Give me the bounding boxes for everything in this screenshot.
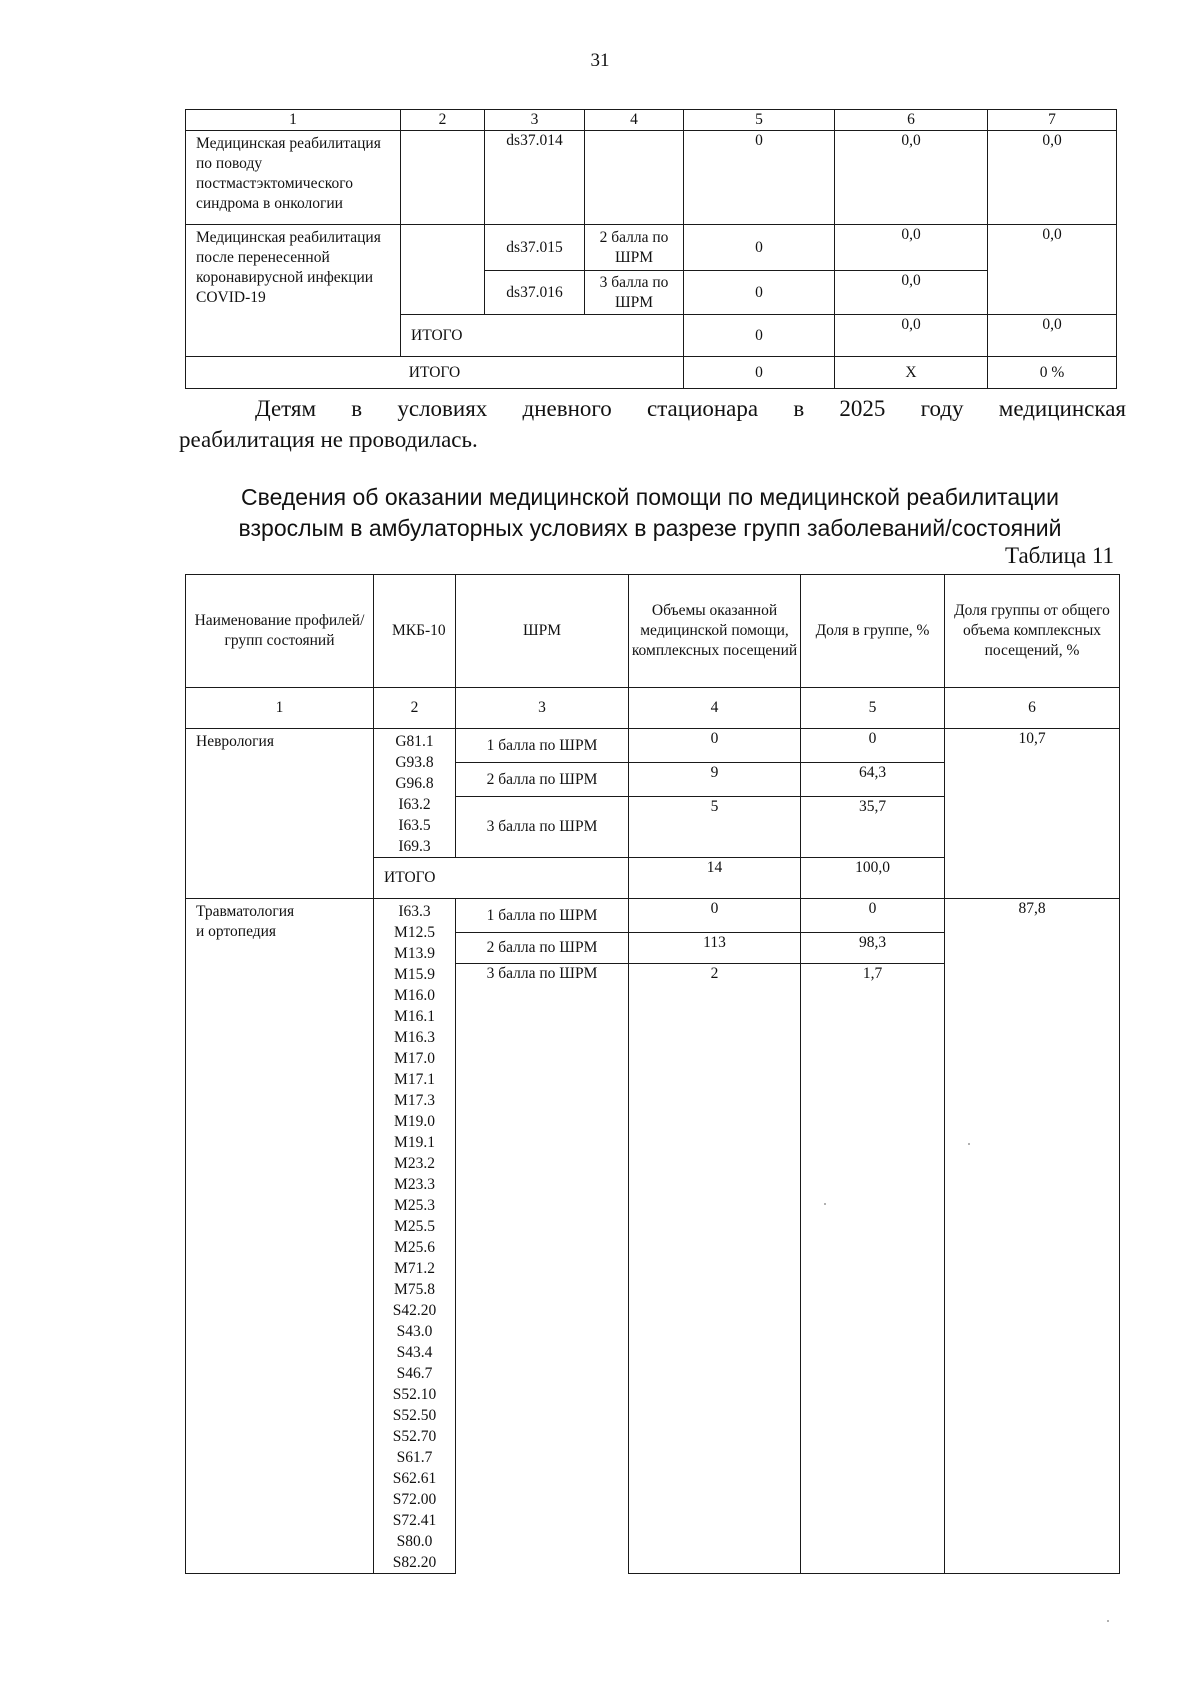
- column-number: 4: [629, 688, 801, 729]
- profile-name-covid: Медицинская реабилитация после перенесенной коронавирусной инфекции COVID-19: [186, 225, 401, 357]
- value-cell: 0,0: [835, 225, 988, 271]
- section-title-line-2: взрослым в амбулаторных условиях в разрезе групп заболеваний/состояний: [238, 515, 1062, 541]
- section-title-line-1: Сведения об оказании медицинской помощи по медицинской реабилитации: [241, 484, 1059, 510]
- code-cell: ds37.016: [485, 271, 585, 315]
- scan-speck: [824, 1203, 826, 1205]
- mkb-code: M25.5: [394, 1218, 435, 1235]
- table-label: Таблица 11: [1004, 543, 1114, 568]
- header-share-in-group: Доля в группе, %: [801, 575, 945, 688]
- mkb-code: M19.1: [394, 1134, 435, 1151]
- share-cell: 98,3: [801, 933, 945, 964]
- mkb-code: S52.70: [392, 1428, 437, 1445]
- mkb-code: M23.2: [394, 1155, 435, 1172]
- header-volume: Объемы оказанной медицинской помощи, комплексных посещений: [629, 575, 801, 688]
- table-11: [185, 574, 1120, 1574]
- column-number: 3: [485, 110, 585, 131]
- shrm-label: 3 балла по ШРМ: [486, 965, 598, 983]
- value-cell: 0,0: [988, 315, 1117, 357]
- group-share-neurology: 10,7: [945, 729, 1120, 899]
- shrm-cell: 1 балла по ШРМ: [456, 899, 629, 933]
- mkb-code: M17.0: [394, 1050, 435, 1067]
- value-cell: 0: [684, 357, 835, 389]
- mkb-code: S52.50: [392, 1407, 437, 1424]
- volume-cell: 9: [629, 763, 801, 797]
- table-header-row: [186, 575, 1120, 688]
- mkb-code: S42.20: [392, 1302, 437, 1319]
- shrm-cell: 2 балла по ШРМ: [456, 763, 629, 797]
- mkb-code: M23.3: [394, 1176, 435, 1193]
- mkb-code: M13.9: [394, 945, 435, 962]
- mkb-code: S61.7: [396, 1449, 433, 1466]
- column-number-row: [186, 110, 1117, 131]
- mkb-code: M71.2: [394, 1260, 435, 1277]
- mkb-code: M25.3: [394, 1197, 435, 1214]
- header-group-share: Доля группы от общего объема комплексных посещений, %: [945, 575, 1120, 688]
- mkb-code: S52.10: [392, 1386, 437, 1403]
- shrm-cell: 3 балла по ШРМ: [456, 797, 629, 858]
- mkb-code: S43.0: [396, 1323, 433, 1340]
- mkb-codes-traumatology: [374, 899, 456, 1574]
- column-number: 1: [186, 110, 401, 131]
- shrm-cell: 2 балла по ШРМ: [456, 933, 629, 964]
- shrm-cell: 1 балла по ШРМ: [456, 729, 629, 763]
- volume-cell: 0: [629, 729, 801, 763]
- mkb-code: M16.0: [394, 987, 435, 1004]
- mkb-code: M12.5: [394, 924, 435, 941]
- header-shrm: ШРМ: [456, 575, 629, 688]
- group-name-traumatology: [186, 899, 374, 1574]
- share-cell: 0: [801, 899, 945, 933]
- grand-total-row: [186, 357, 1117, 389]
- value-cell: 0: [684, 131, 835, 225]
- mkb-code: M17.1: [394, 1071, 435, 1088]
- group-share-traumatology: 87,8: [945, 899, 1120, 1574]
- group-name-line: и ортопедия: [196, 923, 277, 940]
- share-cell: 64,3: [801, 763, 945, 797]
- mkb-code: S80.0: [396, 1533, 433, 1550]
- mkb-code: G96.8: [395, 775, 434, 792]
- mkb-code: S46.7: [396, 1365, 433, 1382]
- section-title: [170, 482, 1130, 544]
- subtotal-label: ИТОГО: [374, 858, 629, 899]
- mkb-code: S43.4: [396, 1344, 433, 1361]
- volume-cell: 2: [629, 964, 801, 1574]
- table-row: [186, 131, 1117, 225]
- table-row: [186, 225, 1117, 271]
- header-mkb: МКБ-10: [374, 575, 456, 688]
- mkb-code: M25.6: [394, 1239, 435, 1256]
- mkb-code: S82.20: [392, 1554, 437, 1571]
- share-cell: 35,7: [801, 797, 945, 858]
- mkb-codes-neurology: [374, 729, 456, 858]
- value-cell: 0 %: [988, 357, 1117, 389]
- volume-cell: 5: [629, 797, 801, 858]
- mkb-code: M16.3: [394, 1029, 435, 1046]
- shrm-cell: 3 балла по ШРМ: [585, 271, 684, 315]
- mkb-code: S72.41: [392, 1512, 437, 1529]
- header-name: Наименование профилей/групп состояний: [186, 575, 374, 688]
- mkb-code: S62.61: [392, 1470, 437, 1487]
- volume-cell: 0: [629, 899, 801, 933]
- volume-cell: 14: [629, 858, 801, 899]
- column-number: 7: [988, 110, 1117, 131]
- paragraph-line-1: Детям в условиях дневного стационара в 2025 году медицинская: [255, 396, 1126, 421]
- value-cell: 0,0: [988, 131, 1117, 225]
- mkb-code: M16.1: [394, 1008, 435, 1025]
- volume-cell: 113: [629, 933, 801, 964]
- share-cell: 0: [801, 729, 945, 763]
- value-cell: Х: [835, 357, 988, 389]
- scan-speck: [1107, 1620, 1109, 1622]
- column-number: 3: [456, 688, 629, 729]
- page-number: 31: [590, 50, 610, 71]
- share-cell: 100,0: [801, 858, 945, 899]
- value-cell: 0: [684, 315, 835, 357]
- column-number: 6: [835, 110, 988, 131]
- profile-name-postmastectomy: Медицинская реабилитация по поводу постмастэктомического синдрома в онкологии: [186, 131, 401, 225]
- mkb-code: I69.3: [398, 838, 431, 855]
- mkb-code: M19.0: [394, 1113, 435, 1130]
- table-10-continuation: [185, 109, 1117, 389]
- shrm-cell: 2 балла по ШРМ: [585, 225, 684, 271]
- mkb-code: I63.2: [398, 796, 431, 813]
- column-number: 1: [186, 688, 374, 729]
- mkb-code: I63.5: [398, 817, 431, 834]
- value-cell: 0: [684, 271, 835, 315]
- column-number: 2: [374, 688, 456, 729]
- mkb-code: M15.9: [394, 966, 435, 983]
- column-number: 5: [801, 688, 945, 729]
- scan-speck: [968, 1143, 970, 1145]
- table-row: [186, 899, 1120, 933]
- column-number: 5: [684, 110, 835, 131]
- code-cell: ds37.015: [485, 225, 585, 271]
- column-number: 4: [585, 110, 684, 131]
- group-name-line: Травматология: [196, 903, 295, 920]
- group-name-neurology: Неврология: [186, 729, 374, 899]
- value-cell: 0,0: [835, 131, 988, 225]
- mkb-code: M17.3: [394, 1092, 435, 1109]
- mkb-code: I63.3: [398, 903, 431, 920]
- mkb-code: G93.8: [395, 754, 434, 771]
- value-cell: 0,0: [835, 271, 988, 315]
- shrm-cell: [456, 964, 629, 1574]
- value-cell: 0: [684, 225, 835, 271]
- mkb-code: S72.00: [392, 1491, 437, 1508]
- table-row: [186, 729, 1120, 763]
- column-number-row: [186, 688, 1120, 729]
- column-number: 2: [401, 110, 485, 131]
- mkb-code: G81.1: [395, 733, 434, 750]
- code-cell: ds37.014: [485, 131, 585, 225]
- grand-total-label: ИТОГО: [186, 357, 684, 389]
- value-cell: 0,0: [988, 225, 1117, 315]
- mkb-code: M75.8: [394, 1281, 435, 1298]
- share-cell: 1,7: [801, 964, 945, 1574]
- subtotal-label: ИТОГО: [401, 315, 684, 357]
- column-number: 6: [945, 688, 1120, 729]
- value-cell: 0,0: [835, 315, 988, 357]
- paragraph-line-2: реабилитация не проводилась.: [179, 427, 478, 452]
